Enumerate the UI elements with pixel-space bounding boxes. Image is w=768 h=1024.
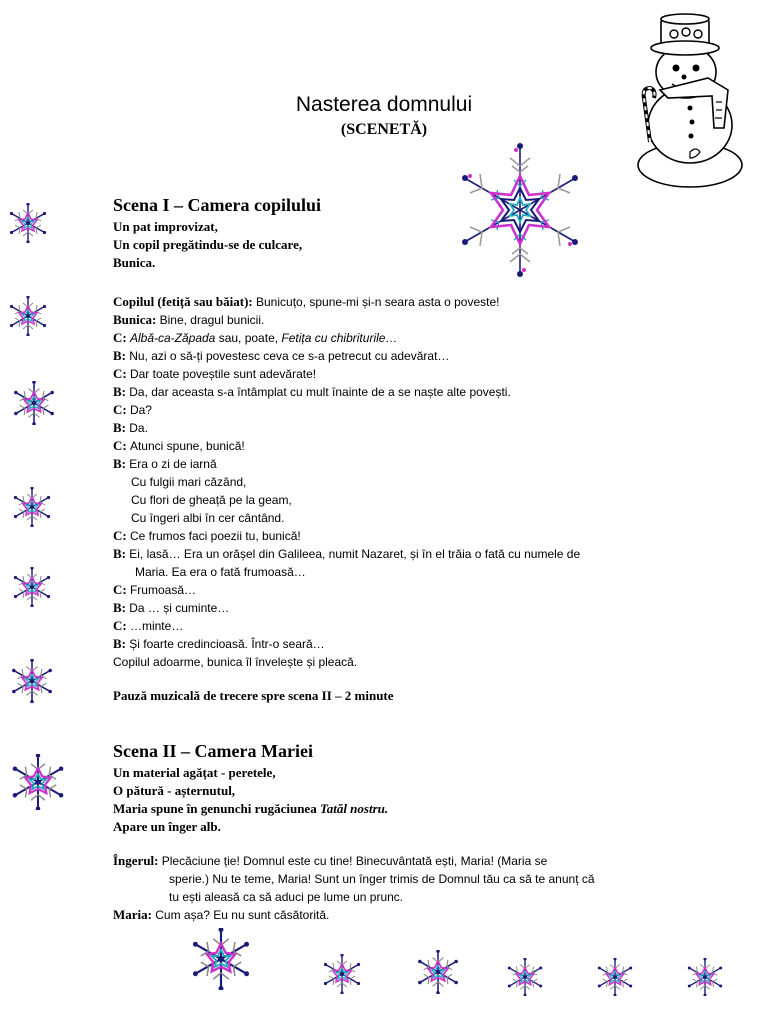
snowflake-icon bbox=[12, 567, 52, 607]
scene-2 bbox=[113, 740, 753, 924]
dialogue-line: C: Dar toate poveștile sunt adevărate! bbox=[113, 366, 317, 381]
dialogue-continuation: Maria. Ea era o fată frumoasă… bbox=[135, 565, 306, 579]
music-pause-note: Pauză muzicală de trecere spre scena II – 2 minute bbox=[113, 688, 394, 703]
snowflake-icon bbox=[596, 958, 634, 996]
snowflake-icon bbox=[506, 958, 544, 996]
stage-setup-line: Maria spune în genunchi rugăciunea Tatăl nostru. bbox=[113, 801, 389, 816]
poem-line: Cu îngeri albi în cer cântând. bbox=[131, 511, 285, 525]
dialogue-line: B: Ei, lasă… Era un orășel din Galileea, numit Nazaret, și în el trăia o fată cu numele de bbox=[113, 546, 581, 561]
stage-setup-line: Apare un înger alb. bbox=[113, 819, 221, 834]
dialogue-continuation: tu ești aleasă ca să aduci pe lume un prunc. bbox=[169, 890, 404, 904]
dialogue-line: B: Era o zi de iarnă bbox=[113, 456, 217, 471]
snowflake-icon bbox=[686, 958, 724, 996]
dialogue-line: Bunica: Bine, dragul bunicii. bbox=[113, 312, 265, 327]
dialogue-line: Copilul (fetiță sau băiat): Bunicuțo, spune-mi și-n seara asta o poveste! bbox=[113, 294, 500, 309]
snowflake-icon bbox=[416, 950, 460, 994]
dialogue-line: B: Da. bbox=[113, 420, 148, 435]
dialogue-line: C: Frumoasă… bbox=[113, 582, 196, 597]
dialogue-continuation: sperie.) Nu te teme, Maria! Sunt un înger trimis de Domnul tău ca să te anunț că bbox=[169, 872, 595, 886]
dialogue-line: C: Da? bbox=[113, 402, 152, 417]
dialogue-line: Îngerul: Plecăciune ție! Domnul este cu tine! Binecuvântată ești, Maria! (Maria se bbox=[113, 853, 548, 868]
snowflake-icon bbox=[8, 203, 48, 243]
dialogue-line: B: Nu, azi o să-ți povestesc ceva ce s-a petrecut cu adevărat… bbox=[113, 348, 450, 363]
poem-line: Cu flori de gheață pe la geam, bbox=[131, 493, 292, 507]
stage-setup-line: Un copil pregătindu-se de culcare, bbox=[113, 237, 303, 252]
dialogue-line: C: …minte… bbox=[113, 618, 184, 633]
document-subtitle: (SCENETĂ) bbox=[340, 121, 428, 138]
snowflake-icon bbox=[322, 954, 362, 994]
snowflake-icon bbox=[12, 381, 56, 425]
snowflake-icon bbox=[190, 928, 252, 990]
snowflake-icon bbox=[12, 487, 52, 527]
stage-setup-line: Un pat improvizat, bbox=[113, 219, 218, 234]
scene-2-heading: Scena II – Camera Mariei bbox=[113, 741, 313, 761]
dialogue-line: C: Atunci spune, bunică! bbox=[113, 438, 245, 453]
dialogue-line: Maria: Cum așa? Eu nu sunt căsătorită. bbox=[113, 907, 330, 922]
snowflake-icon bbox=[10, 659, 54, 703]
dialogue-line: C: Ce frumos faci poezii tu, bunică! bbox=[113, 528, 301, 543]
document-title: Nasterea domnului bbox=[295, 93, 473, 116]
stage-setup-line: Un material agățat - peretele, bbox=[113, 765, 276, 780]
stage-setup-line: O pătură - așternutul, bbox=[113, 783, 236, 798]
snowflake-icon bbox=[8, 296, 48, 336]
stage-direction: Copilul adoarme, bunica îl învelește și pleacă. bbox=[113, 655, 358, 669]
snowflake-icon bbox=[10, 754, 66, 810]
dialogue-line: B: Da, dar aceasta s-a întâmplat cu mult înainte de a se naște alte povești. bbox=[113, 384, 511, 399]
stage-setup-line: Bunica. bbox=[113, 255, 156, 270]
dialogue-line: B: Da … și cuminte… bbox=[113, 600, 230, 615]
dialogue-line: B: Și foarte credincioasă. Într-o seară… bbox=[113, 636, 325, 651]
dialogue-line: C: Albă-ca-Zăpada sau, poate, Fetița cu chibriturile… bbox=[113, 330, 398, 345]
scene-1 bbox=[113, 194, 563, 272]
scene-1-heading: Scena I – Camera copilului bbox=[113, 195, 322, 215]
poem-line: Cu fulgii mari căzând, bbox=[131, 475, 247, 489]
scene-1-dialogue bbox=[113, 293, 753, 705]
